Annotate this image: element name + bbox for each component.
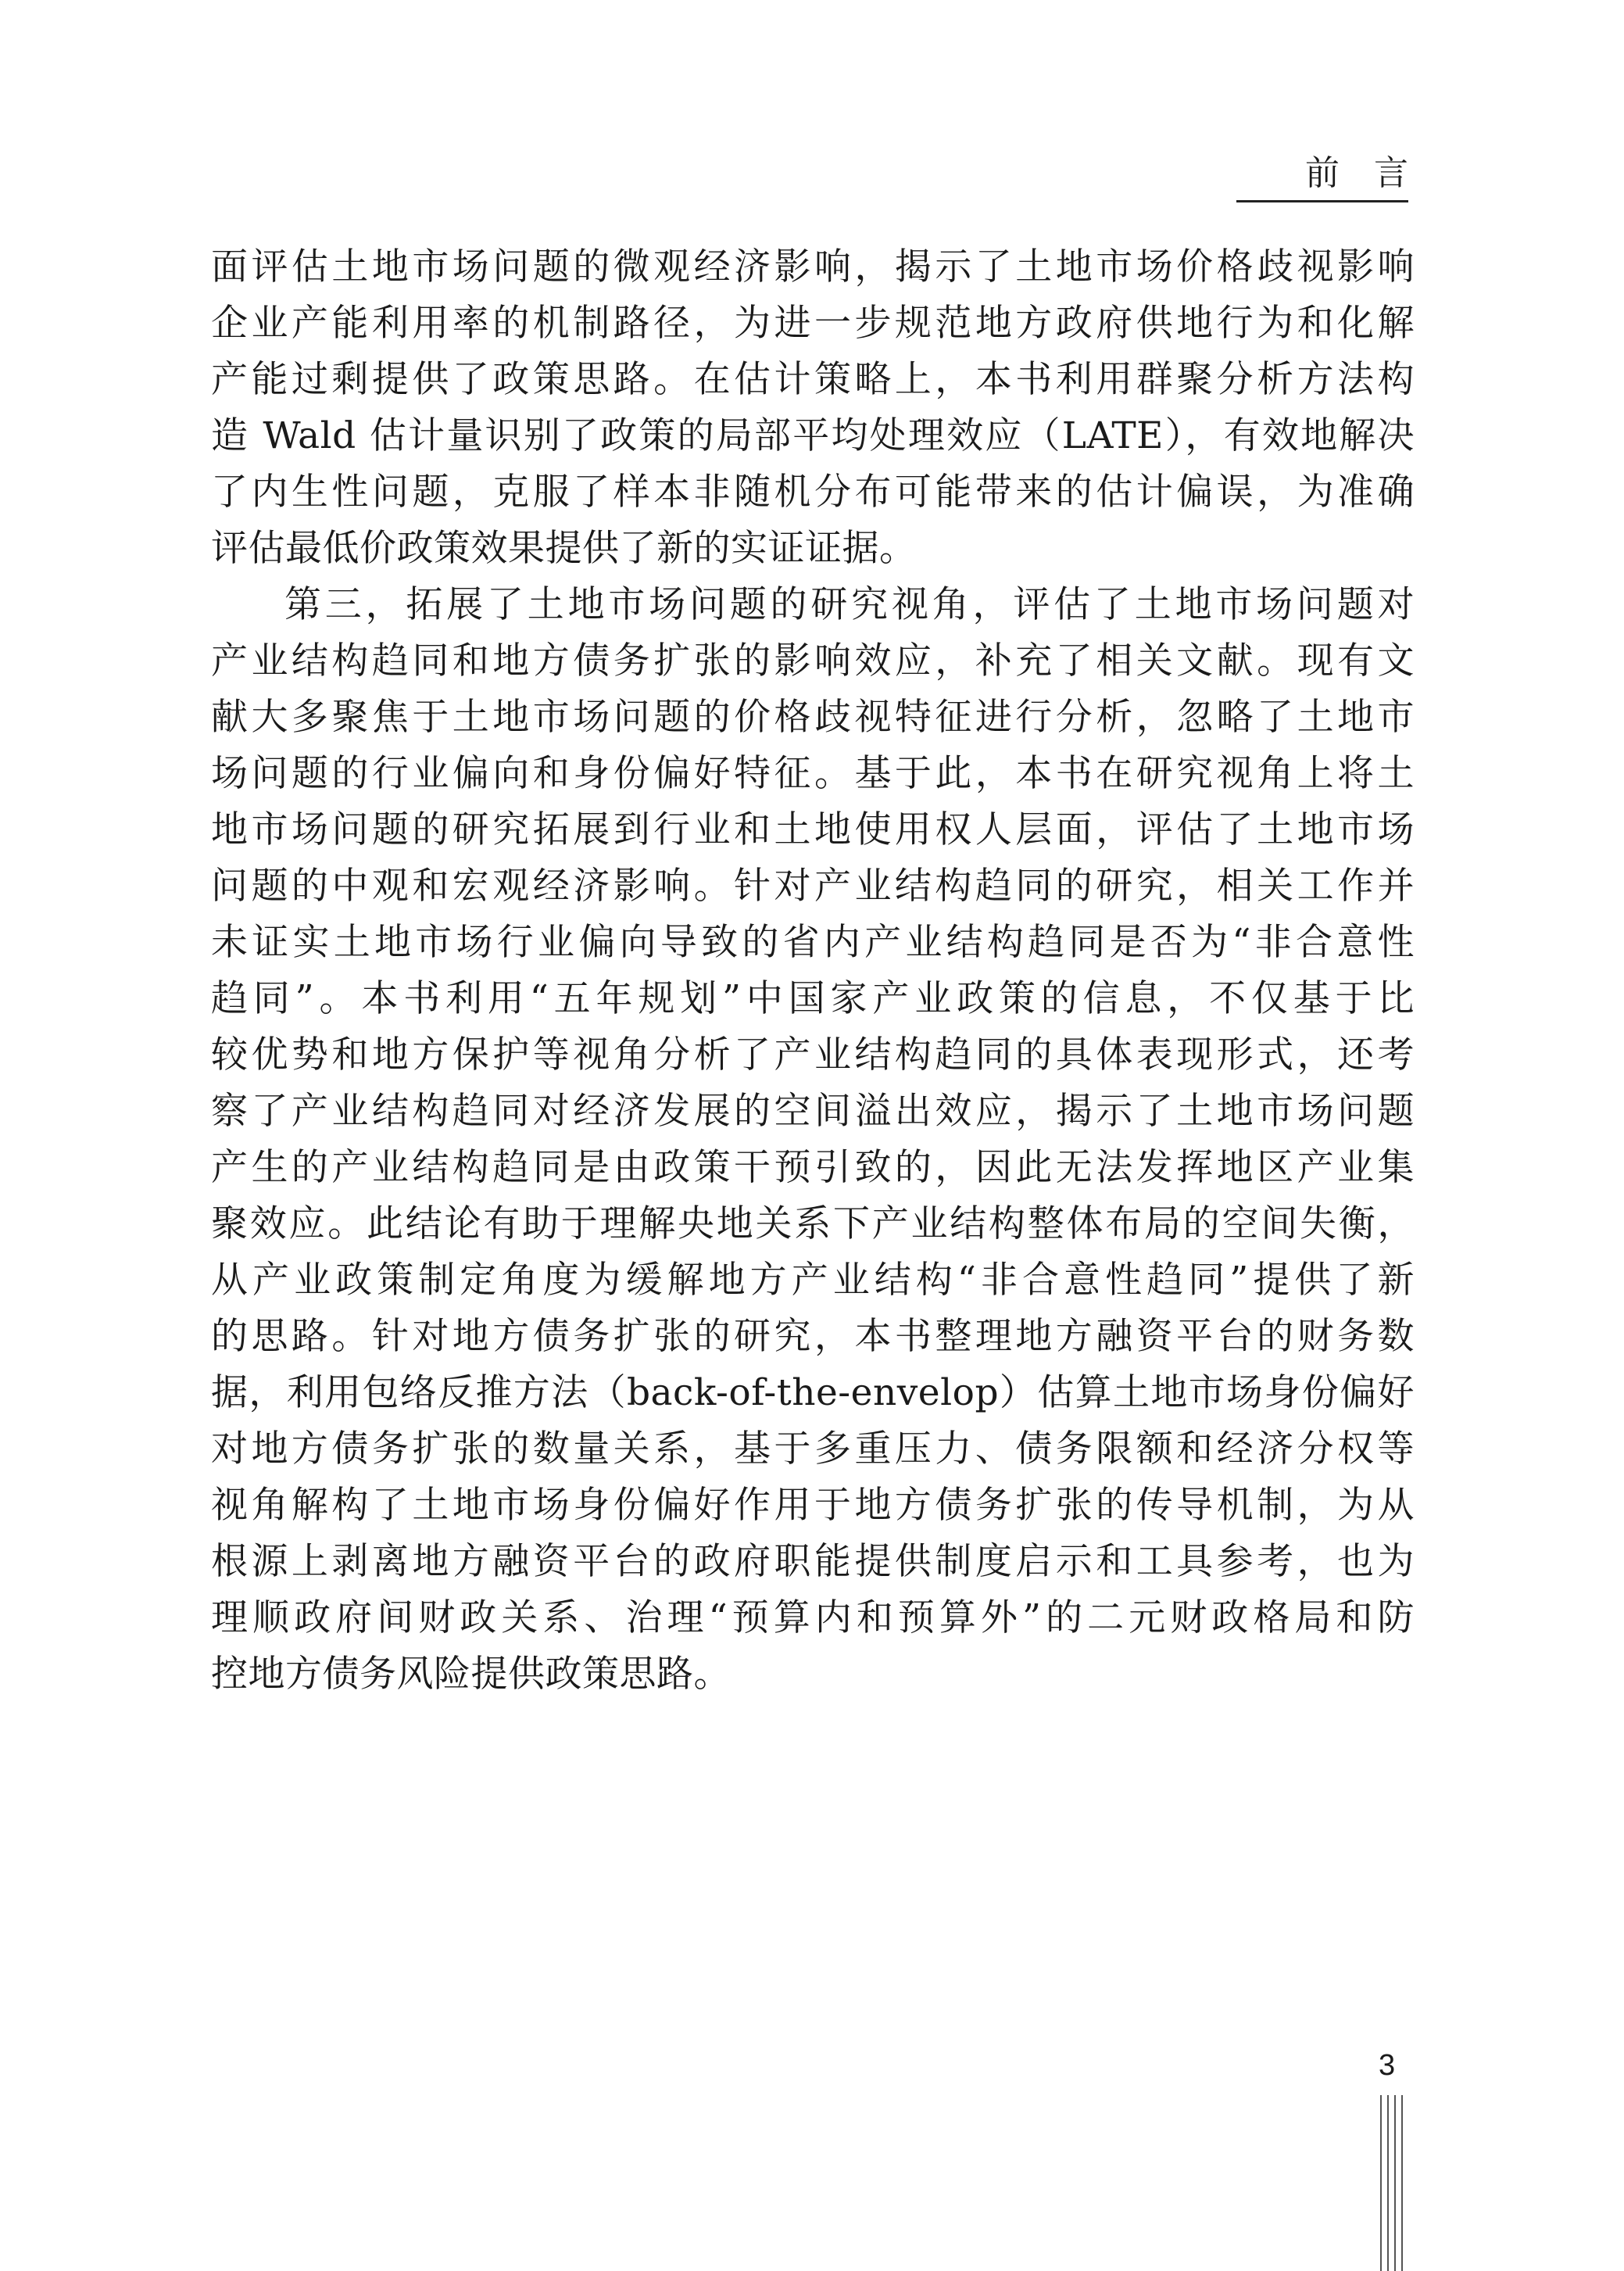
text-line: 察了产业结构趋同对经济发展的空间溢出效应，揭示了土地市场问题 [211,1090,1415,1133]
text-line: 场问题的行业偏向和身份偏好特征。基于此，本书在研究视角上将土 [211,752,1415,795]
text-line: 趋同”。本书利用“五年规划”中国家产业政策的信息，不仅基于比 [211,977,1415,1020]
edge-rule [1387,2095,1389,2271]
text-line: 从产业政策制定角度为缓解地方产业结构“非合意性趋同”提供了新 [211,1259,1415,1302]
edge-rule [1401,2095,1403,2271]
text-line: 视角解构了土地市场身份偏好作用于地方债务扩张的传导机制，为从 [211,1484,1415,1527]
text-line: 评估最低价政策效果提供了新的实证证据。 [211,527,917,570]
text-line: 产能过剩提供了政策思路。在估计策略上，本书利用群聚分析方法构 [211,358,1415,401]
text-line: 对地方债务扩张的数量关系，基于多重压力、债务限额和经济分权等 [211,1427,1415,1470]
text-line: 企业产能利用率的机制路径，为进一步规范地方政府供地行为和化解 [211,302,1415,345]
text-line: 理顺政府间财政关系、治理“预算内和预算外”的二元财政格局和防 [211,1596,1415,1639]
text-line: 聚效应。此结论有助于理解央地关系下产业结构整体布局的空间失衡， [211,1202,1415,1245]
edge-rule [1394,2095,1396,2271]
text-line: 根源上剥离地方融资平台的政府职能提供制度启示和工具参考，也为 [211,1540,1415,1583]
text-line: 的思路。针对地方债务扩张的研究，本书整理地方融资平台的财务数 [211,1315,1415,1358]
text-line: 未证实土地市场行业偏向导致的省内产业结构趋同是否为“非合意性 [211,921,1415,964]
edge-rule [1380,2095,1382,2271]
edge-rules [1380,2095,1411,2271]
running-header-title: 前言 [1305,153,1443,193]
running-header [1236,153,1443,202]
text-line: 造 Wald 估计量识别了政策的局部平均处理效应（LATE），有效地解决 [211,414,1415,457]
text-line: 产生的产业结构趋同是由政策干预引致的，因此无法发挥地区产业集 [211,1146,1415,1189]
text-line: 地市场问题的研究拓展到行业和土地使用权人层面，评估了土地市场 [211,808,1415,851]
text-line: 第三，拓展了土地市场问题的研究视角，评估了土地市场问题对 [284,583,1415,626]
text-line: 据，利用包络反推方法（back-of-the-envelop）估算土地市场身份偏好 [211,1371,1415,1414]
text-line: 问题的中观和宏观经济影响。针对产业结构趋同的研究，相关工作并 [211,865,1415,908]
body-text [211,239,1415,1703]
text-line: 了内生性问题，克服了样本非随机分布可能带来的估计偏误，为准确 [211,471,1415,514]
page-number: 3 [1379,2049,1396,2082]
text-line: 产业结构趋同和地方债务扩张的影响效应，补充了相关文献。现有文 [211,639,1415,682]
text-line: 较优势和地方保护等视角分析了产业结构趋同的具体表现形式，还考 [211,1033,1415,1076]
text-line: 控地方债务风险提供政策思路。 [211,1653,731,1696]
text-line: 面评估土地市场问题的微观经济影响，揭示了土地市场价格歧视影响 [211,245,1415,288]
text-line: 献大多聚焦于土地市场问题的价格歧视特征进行分析，忽略了土地市 [211,696,1415,739]
